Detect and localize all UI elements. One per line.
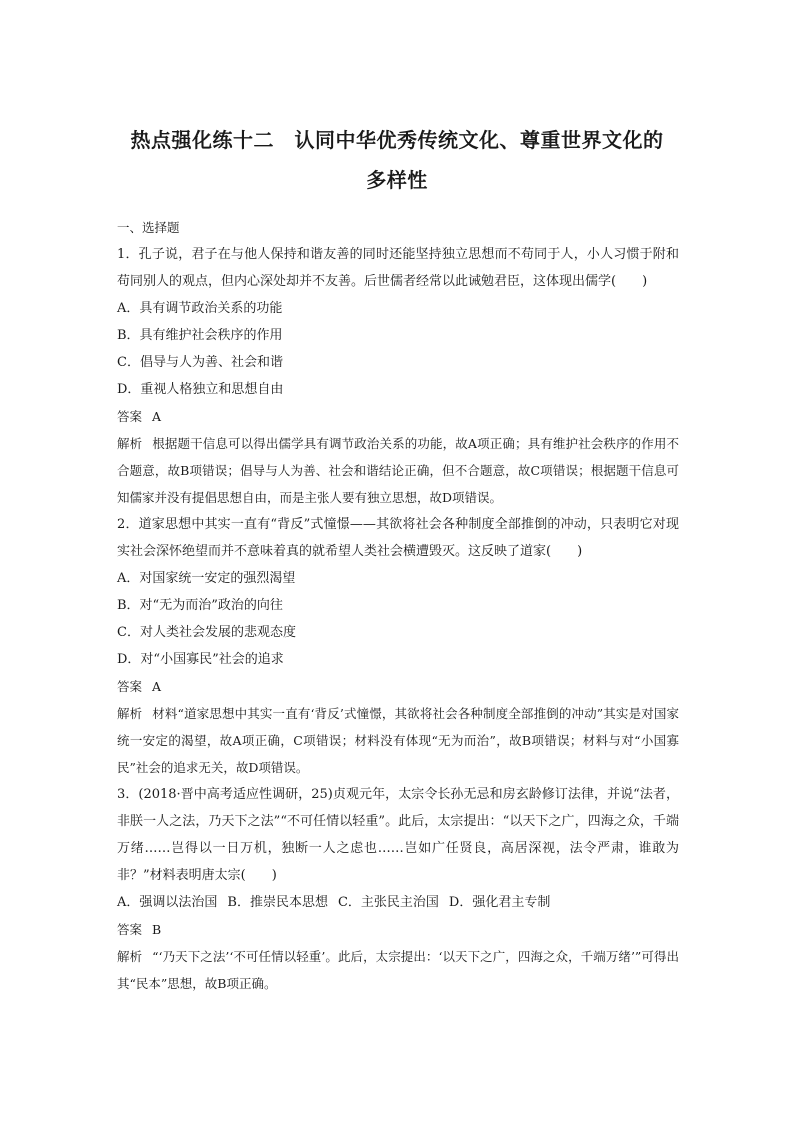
explanation-label: 解析	[117, 436, 143, 451]
answer-label: 答案	[117, 679, 143, 694]
explanation-label: 解析	[117, 706, 143, 721]
question-3-stem: 3．(2018·晋中高考适应性调研，25)贞观元年，太宗令长孙无忌和房玄龄修订法律，并说“法者，非朕一人之法，乃天下之法”“不可任情以轻重”。此后，太宗提出：“以天下之广，四海之众，千端万绪……岂得以一日万机，独断一人之虑也……岂如广任贤良，高居深视，法令严肃，谁敢为非？”材料表明唐太宗( )	[117, 787, 679, 883]
question-2-option-b: B．对“无为而治”政治的向往	[117, 598, 283, 613]
question-1-option-d: D．重视人格独立和思想自由	[117, 382, 284, 397]
question-1-answer	[117, 403, 679, 430]
question-1-option-b: B．具有维护社会秩序的作用	[117, 328, 283, 343]
document-title-line1: 热点强化练十二 认同中华优秀传统文化、尊重世界文化的	[130, 128, 664, 152]
answer-label: 答案	[117, 922, 143, 937]
section-heading: 一、选择题	[117, 220, 180, 235]
answer-value: A	[152, 679, 162, 694]
question-2-answer	[117, 673, 679, 700]
question-1-option-c: C．倡导与人为善、社会和谐	[117, 355, 283, 370]
question-2-explanation	[117, 700, 679, 781]
document-body	[117, 214, 679, 997]
question-3-option-d: D．强化君主专制	[448, 895, 551, 910]
explanation-text: 材料“道家思想中其实一直有‘背反’式憧憬，其欲将社会各种制度全部推倒的冲动”其实是对国家统一安定的渴望，故A项正确，C项错误；材料没有体现“无为而治”，故B项错误；材料与对“小国寡民”社会的追求无关，故D项错误。	[117, 706, 679, 775]
question-1-option-a: A．具有调节政治关系的功能	[117, 301, 283, 316]
question-2-stem: 2．道家思想中其实一直有“背反”式憧憬——其欲将社会各种制度全部推倒的冲动，只表明它对现实社会深怀绝望而并不意味着真的就希望人类社会横遭毁灭。这反映了道家( )	[117, 517, 679, 559]
explanation-text: 根据题干信息可以得出儒学具有调节政治关系的功能，故A项正确；具有维护社会秩序的作用不合题意，故B项错误；倡导与人为善、社会和谐结论正确，但不合题意，故C项错误；根据题干信息可知儒家并没有提倡思想自由，而是主张人要有独立思想，故D项错误。	[117, 436, 679, 505]
answer-value: B	[152, 922, 162, 937]
question-1-stem: 1．孔子说，君子在与他人保持和谐友善的同时还能坚持独立思想而不苟同于人，小人习惯于附和苟同别人的观点，但内心深处却并不友善。后世儒者经常以此诫勉君臣，这体现出儒学( )	[117, 247, 679, 289]
question-3-options	[117, 889, 679, 916]
question-2-option-c: C．对人类社会发展的悲观态度	[117, 625, 296, 640]
question-1	[117, 241, 679, 511]
question-3-explanation	[117, 943, 679, 997]
question-3-option-a: A．强调以法治国	[117, 895, 218, 910]
question-2-option-a: A．对国家统一安定的强烈渴望	[117, 571, 296, 586]
question-3	[117, 781, 679, 997]
question-3-option-b: B．推崇民本思想	[227, 895, 328, 910]
question-3-answer	[117, 916, 679, 943]
document-title-line2: 多样性	[366, 168, 428, 192]
explanation-text: “‘乃天下之法’‘不可任情以轻重’。此后，太宗提出：‘以天下之广，四海之众，千端万绪’”可得出其“民本”思想，故B项正确。	[117, 949, 679, 991]
question-1-explanation	[117, 430, 679, 511]
answer-label: 答案	[117, 409, 143, 424]
explanation-label: 解析	[117, 949, 143, 964]
answer-value: A	[152, 409, 162, 424]
question-3-option-c: C．主张民主治国	[337, 895, 439, 910]
question-2	[117, 511, 679, 781]
question-2-option-d: D．对“小国寡民”社会的追求	[117, 652, 284, 667]
